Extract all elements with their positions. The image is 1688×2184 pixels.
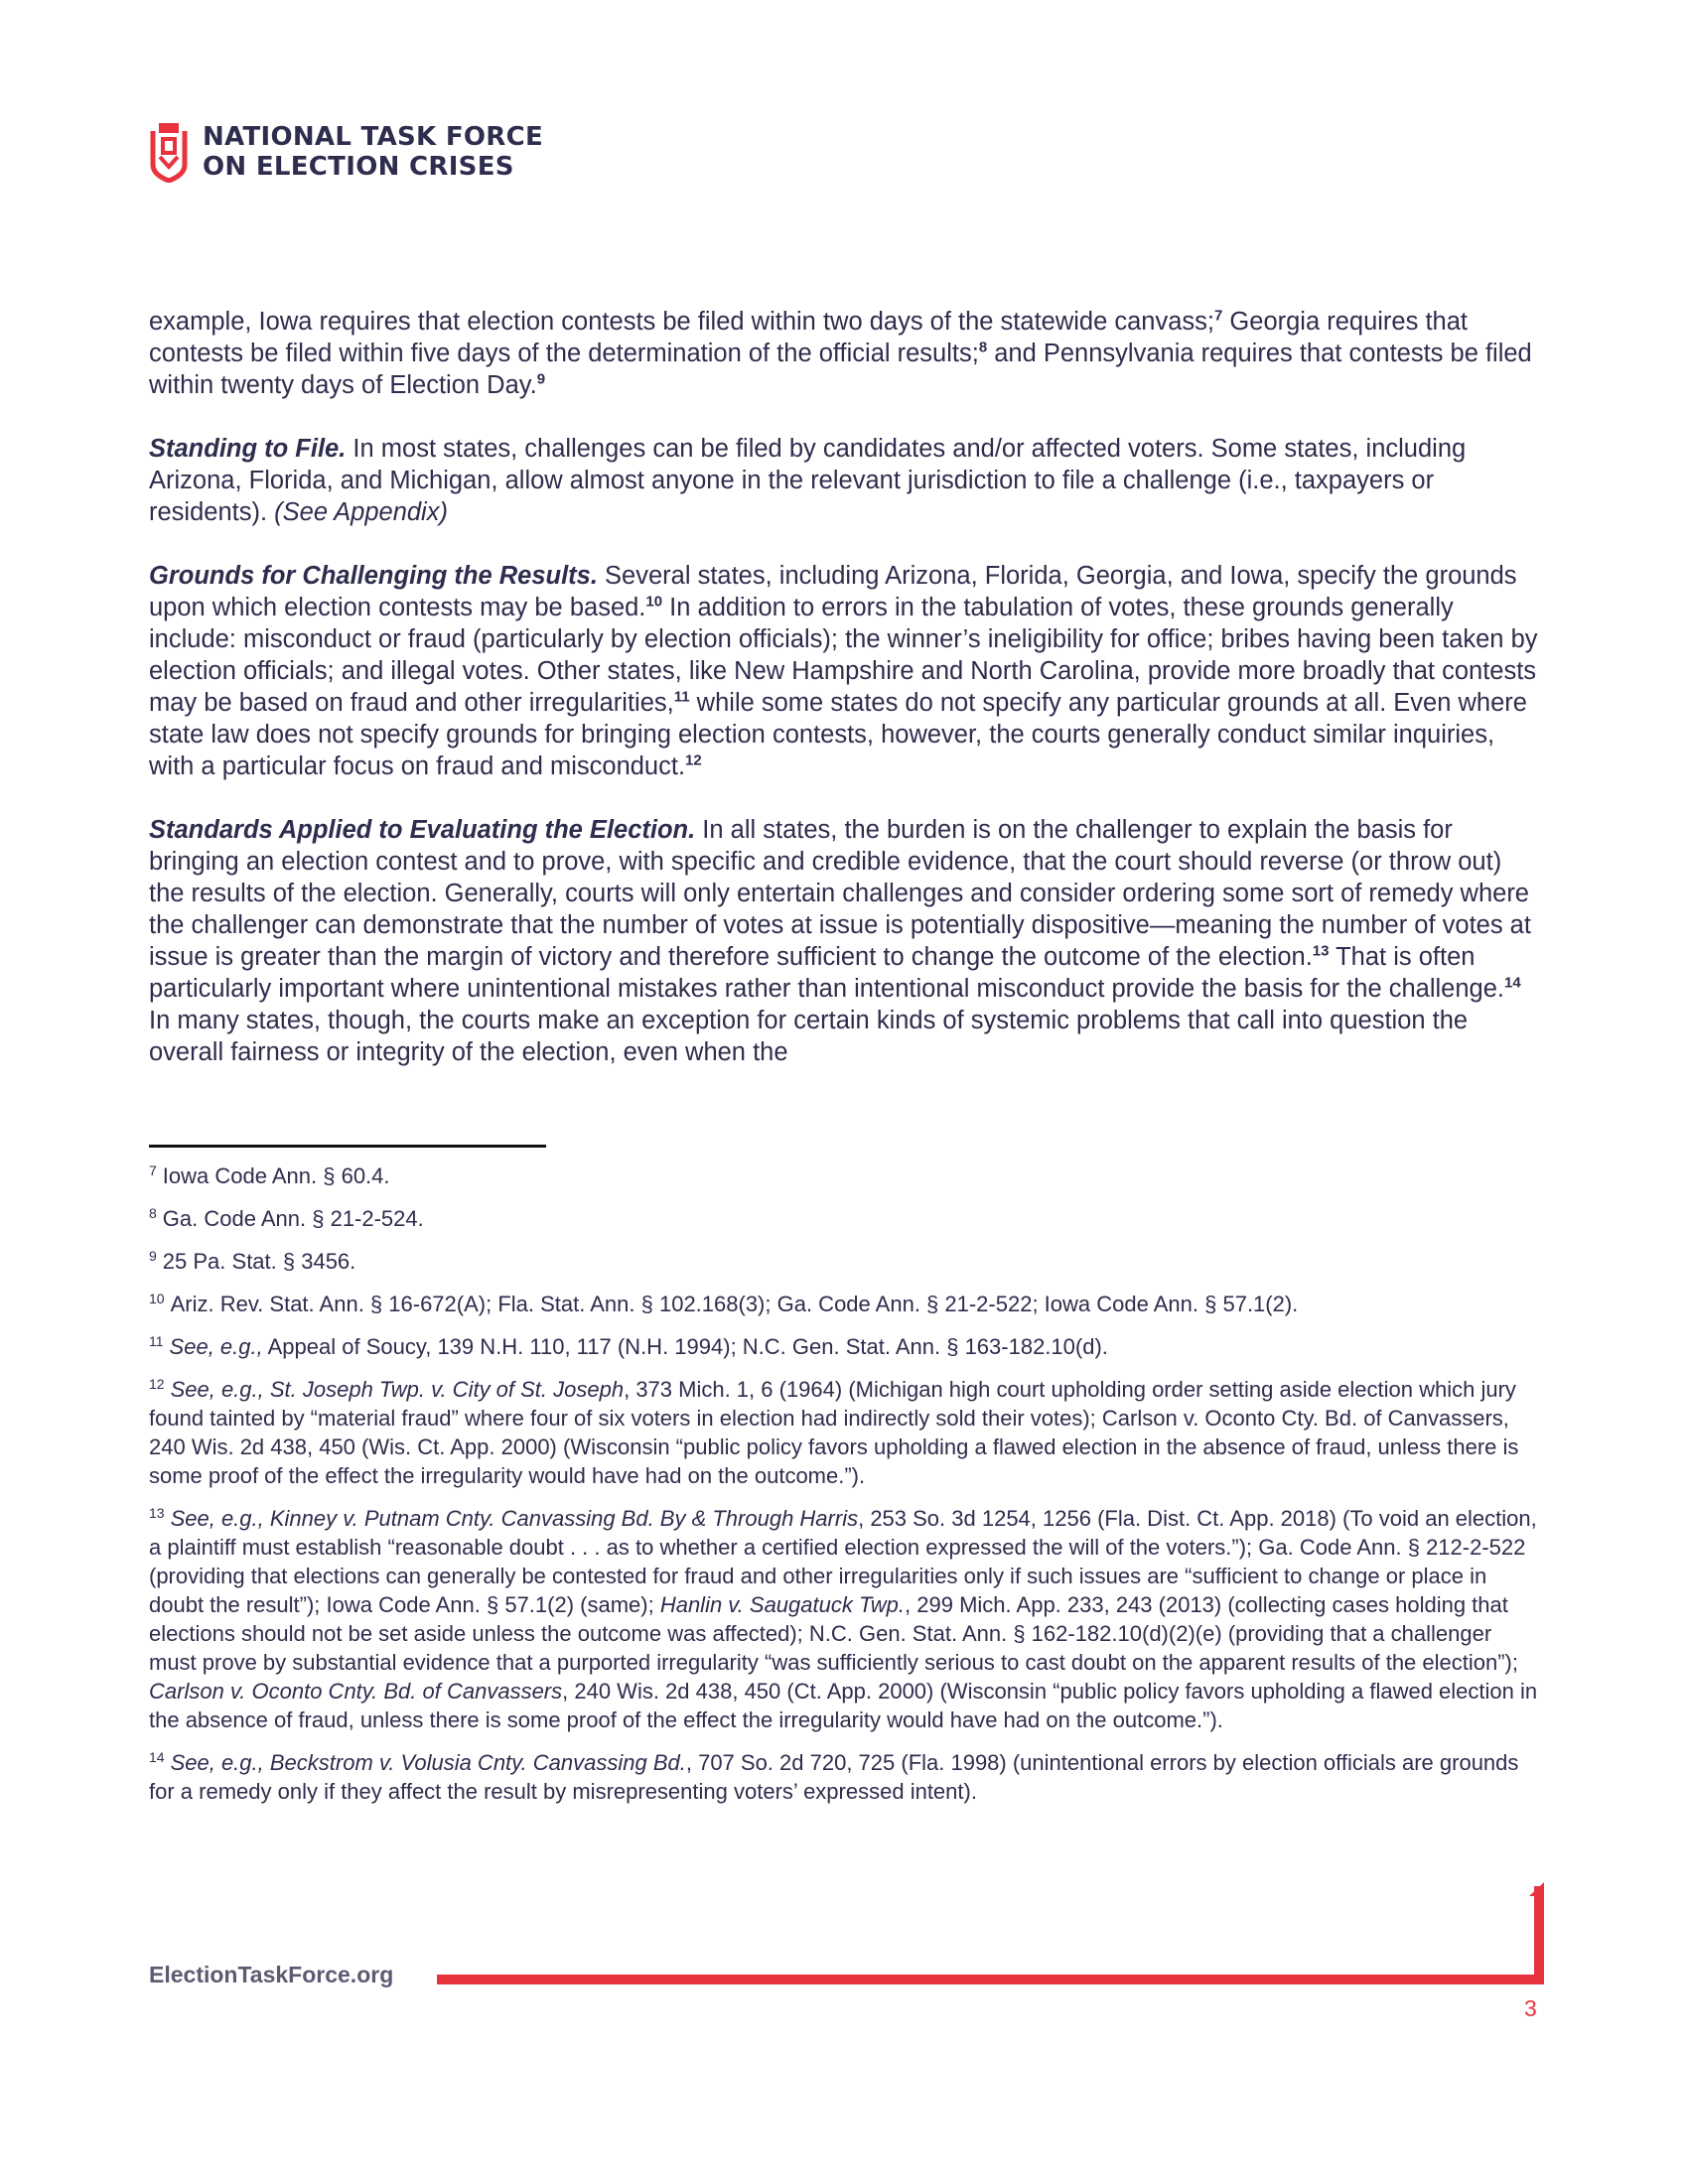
org-name <box>203 122 543 182</box>
footnote-ref-9[interactable]: 9 <box>536 370 546 388</box>
paragraph-deadlines: example, Iowa requires that election contests be filed within two days of the statewide canvass;$^7$ Georgia requires that contests be filed within five days of the determination of the official results;$^8$ and Pennsylvania requires that contests be filed within twenty days of Election Day.$^9$ <box>149 307 1532 399</box>
paragraph-standards: Standards Applied to Evaluating the Election. In all states, the burden is on the challenger to explain the basis for bringing an election contest and to prove, with specific and credible evidence, that the court should reverse (or throw out) the results of the election. Generally, courts will only entertain challenges and consider ordering some sort of remedy where the challenger can demonstrate that the number of votes at issue is potentially dispositive—meaning the number of votes at issue is greater than the margin of victory and therefore sufficient to change the outcome of the election.$^{13}$ That is often particularly important where unintentional mistakes rather than intentional misconduct provide the basis for the challenge.$^{14}$ In many states, though, the courts make an exception for certain kinds of systemic problems that call into question the overall fairness or integrity of the election, even when the <box>149 816 1531 1066</box>
org-name-line2: ON ELECTION CRISES <box>203 152 514 182</box>
footnote-ref-11[interactable]: 11 <box>673 688 690 706</box>
footnote-11: $^{11}$ See, e.g., Appeal of Soucy, 139 N.H. 110, 117 (N.H. 1994); N.C. Gen. Stat. Ann. § 163-182.10(d). <box>149 1332 1108 1359</box>
section-heading-standing: Standing to File. <box>149 435 347 463</box>
page-header <box>147 121 543 183</box>
footnote-ref-7[interactable]: 7 <box>1214 307 1223 325</box>
org-name-line1: NATIONAL TASK FORCE <box>203 122 544 152</box>
footer-rule <box>437 1975 1544 1984</box>
ballot-shield-icon <box>147 121 191 183</box>
footnote-12: $^{12}$ See, e.g., St. Joseph Twp. v. City of St. Joseph, 373 Mich. 1, 6 (1964) (Michigan high court upholding order setting aside election which jury found tainted by “material fraud” where four of six voters in election had indirectly sold their votes); Carlson v. Oconto Cty. Bd. of Canvassers, 240 Wis. 2d 438, 450 (Wis. Ct. App. 2000) (Wisconsin “public policy favors upholding a flawed election in the absence of fraud, unless there is some proof of the effect the irregularity would have had on the outcome.”). <box>149 1375 1519 1488</box>
footnote-7: $^7$ Iowa Code Ann. § 60.4. <box>149 1161 390 1188</box>
footnote-13: $^{13}$ See, e.g., Kinney v. Putnam Cnty. Canvassing Bd. By & Through Harris, 253 So. 3d 1254, 1256 (Fla. Dist. Ct. App. 2018) (To void an election, a plaintiff must establish “reasonable doubt . . . as to whether a certified election expressed the will of the voters.”); Ga. Code Ann. § 212-2-522 (providing that elections can generally be contested for fraud and other irregularities only if such issues are “sufficient to change or place in doubt the result”); Iowa Code Ann. § 57.1(2) (same); Hanlin v. Saugatuck Twp., 299 Mich. App. 233, 243 (2013) (collecting cases holding that elections should not be set aside unless the outcome was affected); N.C. Gen. Stat. Ann. § 162-182.10(d)(2)(e) (providing that a challenger must prove by substantial evidence that a purported irregularity “was sufficiently serious to cast doubt on the apparent results of the election”); Carlson v. Oconto Cnty. Bd. of Canvassers, 240 Wis. 2d 438, 450 (Ct. App. 2000) (Wisconsin “public policy favors upholding a flawed election in the absence of fraud, unless there is some proof of the effect the irregularity would have had on the outcome.”). <box>149 1504 1538 1732</box>
footnote-9: $^9$ 25 Pa. Stat. § 3456. <box>149 1247 356 1274</box>
footnote-8: $^8$ Ga. Code Ann. § 21-2-524. <box>149 1204 424 1231</box>
section-heading-grounds: Grounds for Challenging the Results. <box>149 562 598 590</box>
footnotes <box>149 1161 1539 1820</box>
footnote-14: $^{14}$ See, e.g., Beckstrom v. Volusia Cnty. Canvassing Bd., 707 So. 2d 720, 725 (Fla. 1998) (unintentional errors by election officials are grounds for a remedy only if they affect the result by misrepresenting voters’ expressed intent). <box>149 1748 1519 1804</box>
footer-rule-vertical <box>1534 1886 1544 1984</box>
body-text <box>149 306 1539 1068</box>
appendix-reference: (See Appendix) <box>274 498 448 526</box>
footer-rule-cap <box>1529 1882 1544 1896</box>
footnote-ref-13[interactable]: 13 <box>1312 942 1330 960</box>
footnote-divider <box>149 1145 546 1148</box>
paragraph-grounds: Grounds for Challenging the Results. Several states, including Arizona, Florida, Georgia, and Iowa, specify the grounds upon which election contests may be based.$^{10}$ In addition to errors in the tabulation of votes, these grounds generally include: misconduct or fraud (particularly by election officials); the winner’s ineligibility for office; bribes having been taken by election officials; and illegal votes. Other states, like New Hampshire and North Carolina, provide more broadly that contests may be based on fraud and other irregularities,$^{11}$ while some states do not specify any particular grounds at all. Even where state law does not specify grounds for bringing election contests, however, the courts generally conduct similar inquiries, with a particular focus on fraud and misconduct.$^{12}$ <box>149 562 1538 780</box>
footnote-10: $^{10}$ Ariz. Rev. Stat. Ann. § 16-672(A); Fla. Stat. Ann. § 102.168(3); Ga. Code Ann. § 21-2-522; Iowa Code Ann. § 57.1(2). <box>149 1290 1299 1316</box>
section-heading-standards: Standards Applied to Evaluating the Election. <box>149 816 696 844</box>
paragraph-standing: Standing to File. In most states, challenges can be filed by candidates and/or affected voters. Some states, including Arizona, Florida, and Michigan, allow almost anyone in the relevant jurisdiction to file a challenge (i.e., taxpayers or residents). (See Appendix) <box>149 435 1467 526</box>
footnote-ref-10[interactable]: 10 <box>645 593 663 611</box>
page-number: 3 <box>1524 1995 1537 2021</box>
footnote-ref-12[interactable]: 12 <box>685 751 702 769</box>
footer-website-link[interactable]: ElectionTaskForce.org <box>149 1962 394 1987</box>
footnote-ref-8[interactable]: 8 <box>978 339 988 356</box>
footnote-ref-14[interactable]: 14 <box>1504 974 1521 992</box>
